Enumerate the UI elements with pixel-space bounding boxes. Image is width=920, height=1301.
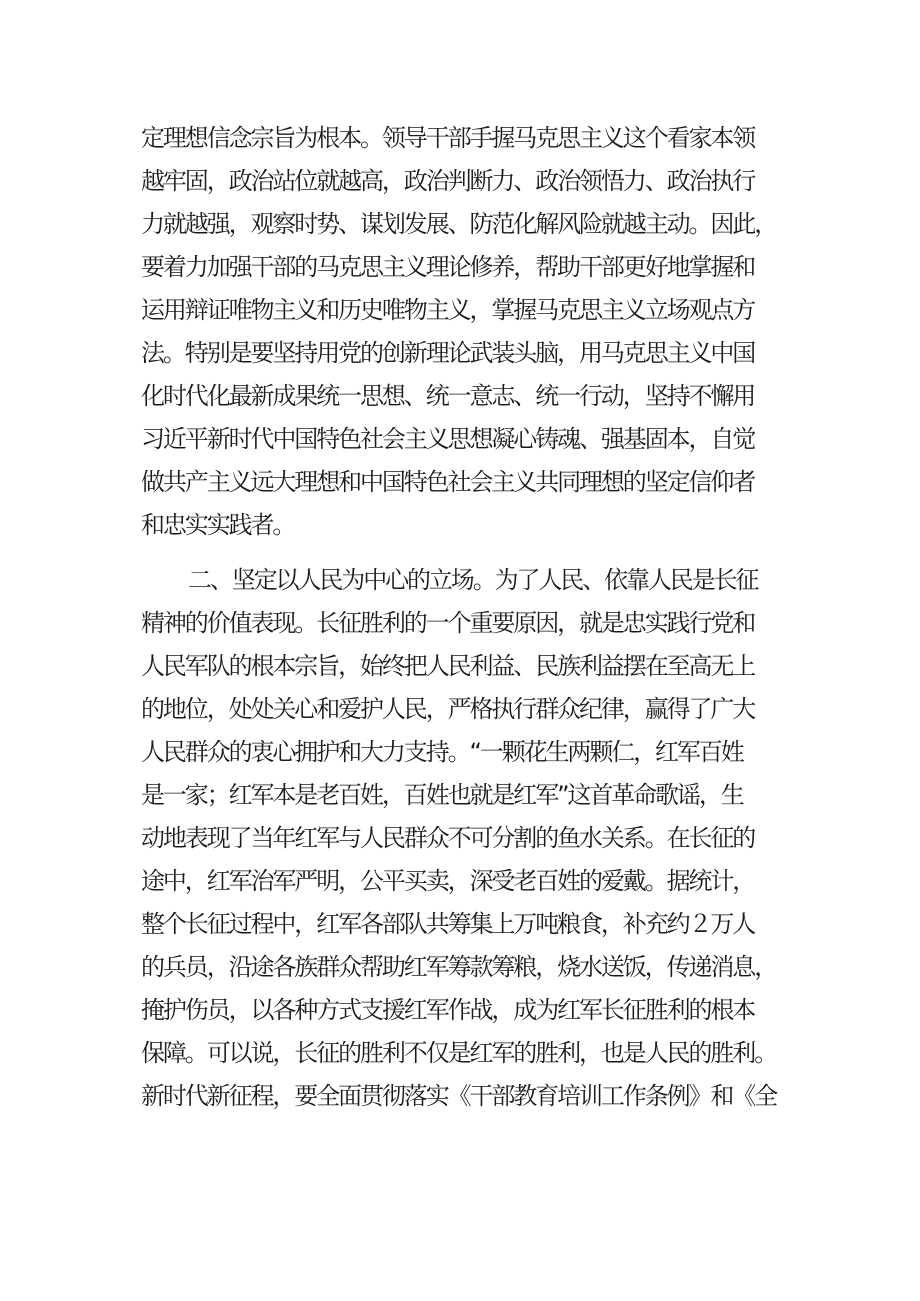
text-line: 新时代新征程，要全面贯彻落实《干部教育培训工作条例》和《全 bbox=[141, 1082, 777, 1110]
text-line: 精神的价值表现。长征胜利的一个重要原因，就是忠实践行党和 bbox=[141, 609, 755, 637]
text-line: 的地位，处处关心和爱护人民，严格执行群众纪律，赢得了广大 bbox=[141, 695, 755, 723]
text-line: 保障。可以说，长征的胜利不仅是红军的胜利，也是人民的胜利。 bbox=[141, 1039, 777, 1067]
text-line: 人民群众的衷心拥护和大力支持。“一颗花生两颗仁，红军百姓 bbox=[141, 738, 743, 766]
text-line: 是一家；红军本是老百姓，百姓也就是红军”这首革命歌谣，生 bbox=[141, 781, 743, 809]
text-line: 整个长征过程中，红军各部队共筹集上万吨粮食，补充约２万人 bbox=[141, 910, 755, 938]
text-line: 的兵员，沿途各族群众帮助红军筹款筹粮，烧水送饭，传递消息， bbox=[141, 953, 777, 981]
text-line: 运用辩证唯物主义和历史唯物主义，掌握马克思主义立场观点方 bbox=[141, 296, 755, 324]
text-line: 法。特别是要坚持用党的创新理论武装头脑，用马克思主义中国 bbox=[141, 339, 755, 367]
text-line: 要着力加强干部的马克思主义理论修养，帮助干部更好地掌握和 bbox=[141, 253, 755, 281]
text-line: 做共产主义远大理想和中国特色社会主义共同理想的坚定信仰者 bbox=[141, 468, 755, 496]
text-line: 习近平新时代中国特色社会主义思想凝心铸魂、强基固本，自觉 bbox=[141, 425, 755, 453]
text-line: 途中，红军治军严明，公平买卖，深受老百姓的爱戴。据统计， bbox=[141, 867, 755, 895]
text-line: 力就越强，观察时势、谋划发展、防范化解风险就越主动。因此， bbox=[141, 210, 777, 238]
text-line: 化时代化最新成果统一思想、统一意志、统一行动，坚持不懈用 bbox=[141, 382, 755, 410]
text-line: 掩护伤员，以各种方式支援红军作战，成为红军长征胜利的根本 bbox=[141, 996, 755, 1024]
text-line: 动地表现了当年红军与人民群众不可分割的鱼水关系。在长征的 bbox=[141, 824, 755, 852]
paragraph-heading-line: 二、坚定以人民为中心的立场。为了人民、依靠人民是长征 bbox=[188, 566, 758, 594]
text-line: 和忠实实践者。 bbox=[141, 511, 295, 539]
text-line: 越牢固，政治站位就越高，政治判断力、政治领悟力、政治执行 bbox=[141, 167, 755, 195]
text-line: 人民军队的根本宗旨，始终把人民利益、民族利益摆在至高无上 bbox=[141, 652, 755, 680]
text-line: 定理想信念宗旨为根本。领导干部手握马克思主义这个看家本领 bbox=[141, 124, 755, 152]
